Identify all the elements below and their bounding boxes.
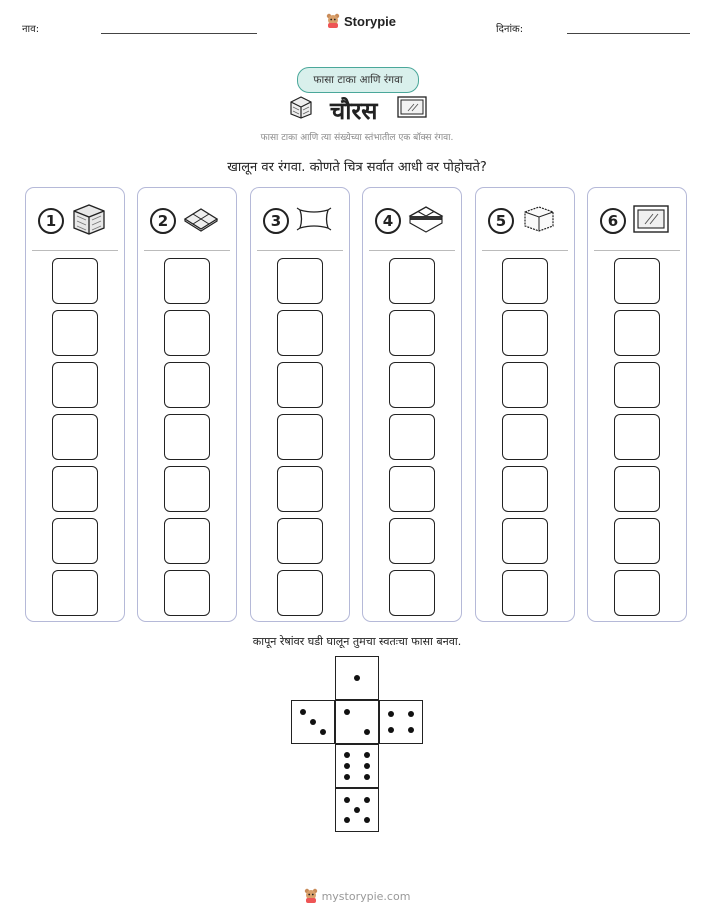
pip (320, 729, 326, 735)
color-box[interactable] (614, 518, 660, 564)
activity-pill: फासा टाका आणि रंगवा (297, 67, 419, 93)
color-box[interactable] (502, 362, 548, 408)
color-box[interactable] (389, 310, 435, 356)
column-number: 2 (150, 208, 176, 234)
pip (364, 774, 370, 780)
footer-url[interactable]: mystorypie.com (321, 889, 411, 903)
color-box[interactable] (389, 414, 435, 460)
color-box[interactable] (614, 570, 660, 616)
pip (364, 817, 370, 823)
color-box[interactable] (52, 518, 98, 564)
color-box[interactable] (164, 518, 210, 564)
storypie-logo (326, 13, 396, 29)
color-box[interactable] (389, 362, 435, 408)
name-label: नाव: (22, 24, 40, 35)
column-separator (369, 250, 455, 251)
pip (300, 709, 306, 715)
title-crate-icon (287, 94, 315, 120)
color-box[interactable] (277, 310, 323, 356)
color-box[interactable] (277, 570, 323, 616)
page-subtitle: फासा टाका आणि त्या संख्येच्या स्तंभातील एक बॉक्स रंगवा. (260, 133, 454, 143)
color-box[interactable] (52, 414, 98, 460)
color-box[interactable] (614, 258, 660, 304)
color-box[interactable] (52, 310, 98, 356)
color-box[interactable] (502, 310, 548, 356)
column-number: 6 (600, 208, 626, 234)
sandwich-icon (407, 202, 445, 236)
name-line[interactable] (101, 33, 257, 34)
color-box[interactable] (164, 414, 210, 460)
color-box[interactable] (614, 414, 660, 460)
color-box[interactable] (502, 258, 548, 304)
pip (344, 774, 350, 780)
color-box[interactable] (502, 518, 548, 564)
date-label: दिनांक: (496, 24, 524, 35)
color-box[interactable] (164, 466, 210, 512)
color-box[interactable] (389, 518, 435, 564)
color-box[interactable] (52, 258, 98, 304)
dice-face-3 (291, 700, 335, 744)
pip (364, 729, 370, 735)
square-cookie-icon (182, 202, 220, 236)
page-title: चौरस (330, 97, 378, 125)
dice-face-5 (335, 788, 379, 832)
storypie-bear-icon (304, 888, 318, 904)
column-2 (137, 187, 237, 622)
question-text: खालून वर रंगवा. कोणते चित्र सर्वात आधी वर पोहोचते? (227, 160, 487, 175)
cut-instruction: कापून रेषांवर घडी घालून तुमचा स्वतःचा फासा बनवा. (252, 635, 462, 648)
color-box[interactable] (277, 466, 323, 512)
pip (364, 797, 370, 803)
pip (364, 763, 370, 769)
color-box[interactable] (502, 414, 548, 460)
dice-face-1 (335, 656, 379, 700)
color-box[interactable] (164, 258, 210, 304)
pip (354, 807, 360, 813)
color-box[interactable] (52, 570, 98, 616)
pip (344, 797, 350, 803)
pillow-icon (295, 202, 333, 236)
column-separator (257, 250, 343, 251)
column-separator (482, 250, 568, 251)
storypie-bear-icon (326, 13, 340, 29)
pip (344, 763, 350, 769)
color-box[interactable] (614, 466, 660, 512)
dice-face-6 (335, 744, 379, 788)
wooden-crate-icon (70, 202, 108, 236)
column-5 (475, 187, 575, 622)
column-3 (250, 187, 350, 622)
column-1 (25, 187, 125, 622)
title-frame-icon (397, 96, 427, 118)
footer (0, 888, 714, 904)
color-box[interactable] (277, 518, 323, 564)
logo-text: Storypie (344, 13, 397, 29)
color-box[interactable] (614, 362, 660, 408)
sugar-cube-icon (520, 202, 558, 236)
column-number: 5 (488, 208, 514, 234)
color-box[interactable] (389, 570, 435, 616)
color-box[interactable] (164, 570, 210, 616)
column-number: 4 (375, 208, 401, 234)
color-box[interactable] (52, 466, 98, 512)
dice-face-4 (379, 700, 423, 744)
pip (408, 711, 414, 717)
color-box[interactable] (614, 310, 660, 356)
pip (408, 727, 414, 733)
color-box[interactable] (164, 310, 210, 356)
color-box[interactable] (277, 414, 323, 460)
color-box[interactable] (52, 362, 98, 408)
column-number: 1 (38, 208, 64, 234)
date-line[interactable] (567, 33, 690, 34)
color-box[interactable] (389, 466, 435, 512)
column-separator (144, 250, 230, 251)
color-box[interactable] (164, 362, 210, 408)
pip (388, 711, 394, 717)
color-box[interactable] (277, 362, 323, 408)
column-6 (587, 187, 687, 622)
color-box[interactable] (277, 258, 323, 304)
pip (354, 675, 360, 681)
pip (388, 727, 394, 733)
column-separator (32, 250, 118, 251)
pip (344, 709, 350, 715)
color-box[interactable] (389, 258, 435, 304)
color-box[interactable] (502, 570, 548, 616)
column-number: 3 (263, 208, 289, 234)
column-separator (594, 250, 680, 251)
pip (364, 752, 370, 758)
picture-frame-icon (632, 202, 670, 236)
color-box[interactable] (502, 466, 548, 512)
column-4 (362, 187, 462, 622)
dice-face-2 (335, 700, 379, 744)
pip (344, 752, 350, 758)
pip (310, 719, 316, 725)
pip (344, 817, 350, 823)
